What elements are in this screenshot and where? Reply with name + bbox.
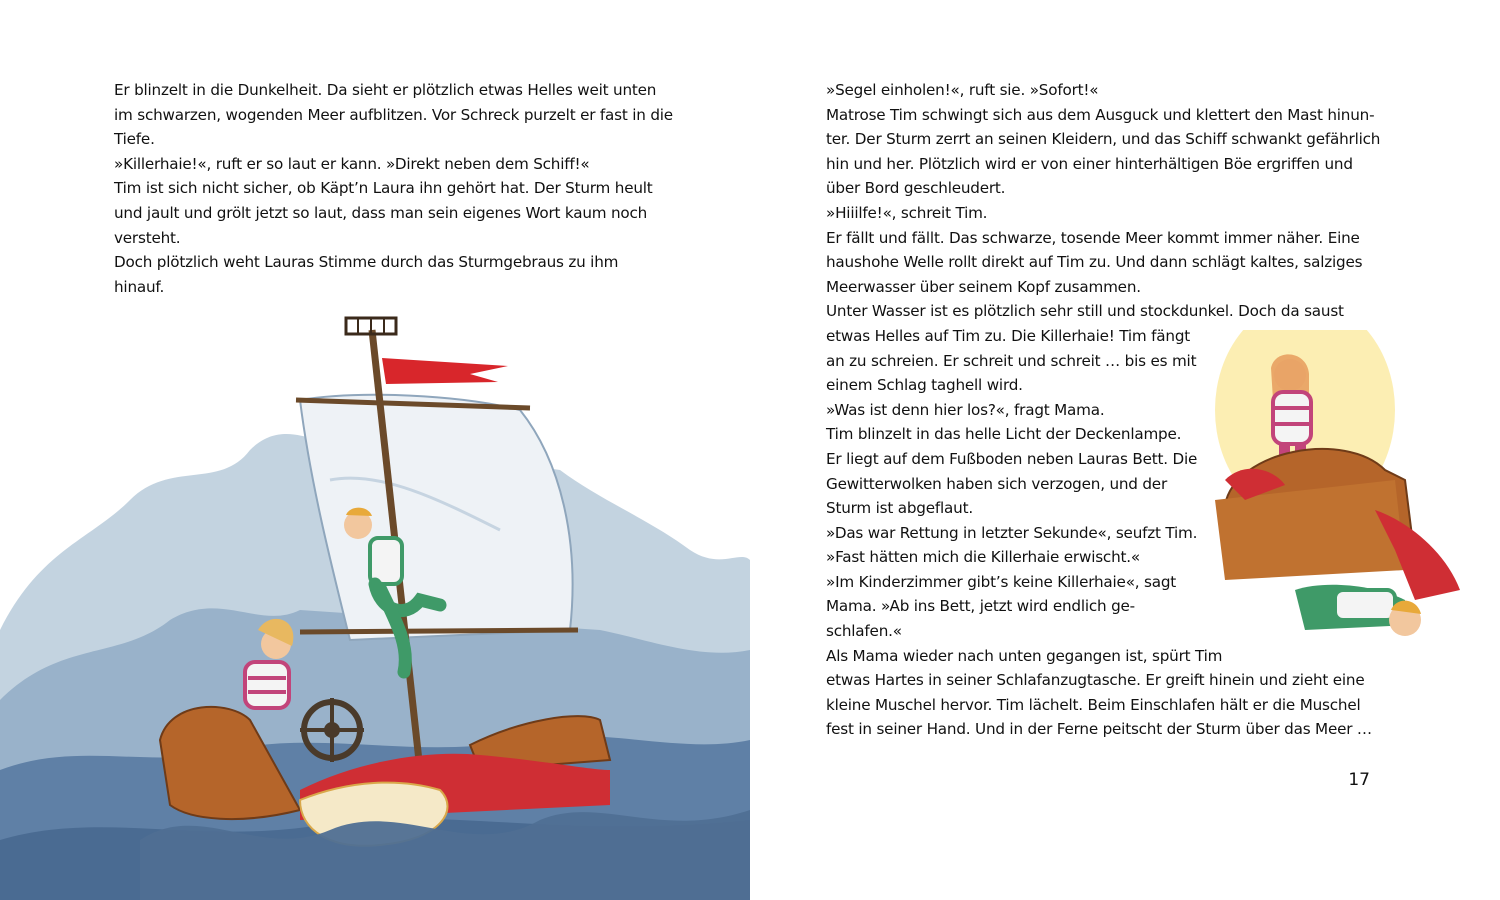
text-line: »Killerhaie!«, ruft er so laut er kann. »Direkt neben dem Schiff!« [114, 154, 590, 173]
text-line: einem Schlag taghell wird. [826, 376, 1023, 395]
text-line: Unter Wasser ist es plötzlich sehr still und stockdunkel. Doch da saust [826, 302, 1344, 321]
text-line: fest in seiner Hand. Und in der Ferne peitscht der Sturm über das Meer … [826, 720, 1372, 739]
text-line: Er fällt und fällt. Das schwarze, tosende Meer kommt immer näher. Eine [826, 228, 1360, 247]
text-line: Er liegt auf dem Fußboden neben Lauras Bett. Die [826, 449, 1198, 468]
text-line: »Im Kinderzimmer gibt’s keine Killerhaie«, sagt [826, 572, 1177, 591]
text-line: Gewitterwolken haben sich verzogen, und der [826, 474, 1167, 493]
right-page [750, 0, 1500, 900]
right-page-text [826, 78, 1426, 742]
text-line: Er blinzelt in die Dunkelheit. Da sieht er plötzlich etwas Helles weit unten [114, 81, 657, 99]
text-line: »Segel einholen!«, ruft sie. »Sofort!« [826, 81, 1099, 99]
text-line: über Bord geschleudert. [826, 179, 1006, 198]
text-line: »Fast hätten mich die Killerhaie erwischt.« [826, 548, 1140, 567]
text-line: ter. Der Sturm zerrt an seinen Kleidern, und das Schiff schwankt gefährlich [826, 130, 1381, 149]
text-line: Matrose Tim schwingt sich aus dem Ausguck und klettert den Mast hinun- [826, 105, 1375, 124]
text-line: und jault und grölt jetzt so laut, dass man sein eigenes Wort kaum noch [114, 203, 648, 222]
page-number: 17 [1348, 770, 1370, 790]
text-line: hinauf. [114, 277, 165, 296]
text-line: versteht. [114, 228, 181, 247]
text-line: Meerwasser über seinem Kopf zusammen. [826, 277, 1141, 296]
text-line: schlafen.« [826, 622, 902, 641]
text-line: Tim blinzelt in das helle Licht der Deckenlampe. [826, 425, 1182, 444]
ship-in-storm-illustration [0, 300, 750, 900]
text-line: »Was ist denn hier los?«, fragt Mama. [826, 400, 1105, 419]
text-line: etwas Hartes in seiner Schlafanzugtasche. Er greift hinein und zieht eine [826, 671, 1365, 690]
text-line: Doch plötzlich weht Lauras Stimme durch das Sturmgebraus zu ihm [114, 253, 619, 272]
text-line: hin und her. Plötzlich wird er von einer hinterhältigen Böe ergriffen und [826, 154, 1353, 173]
text-line: Mama. »Ab ins Bett, jetzt wird endlich ge- [826, 597, 1135, 616]
text-line: an zu schreien. Er schreit und schreit … bis es mit [826, 351, 1197, 370]
text-line: Tiefe. [114, 130, 155, 149]
text-line: Als Mama wieder nach unten gegangen ist, spürt Tim [826, 646, 1223, 665]
text-line: Tim ist sich nicht sicher, ob Käpt’n Laura ihn gehört hat. Der Sturm heult [114, 179, 653, 198]
text-line: »Das war Rettung in letzter Sekunde«, seufzt Tim. [826, 523, 1198, 542]
text-line: haushohe Welle rollt direkt auf Tim zu. Und dann schlägt kaltes, salziges [826, 253, 1363, 272]
text-line: im schwarzen, wogenden Meer aufblitzen. Vor Schreck purzelt er fast in die [114, 105, 673, 124]
text-line: »Hiiilfe!«, schreit Tim. [826, 203, 988, 222]
text-line: Sturm ist abgeflaut. [826, 499, 973, 518]
text-line: etwas Helles auf Tim zu. Die Killerhaie! Tim fängt [826, 326, 1191, 345]
left-page-text [114, 78, 694, 299]
text-line: kleine Muschel hervor. Tim lächelt. Beim Einschlafen hält er die Muschel [826, 695, 1361, 714]
